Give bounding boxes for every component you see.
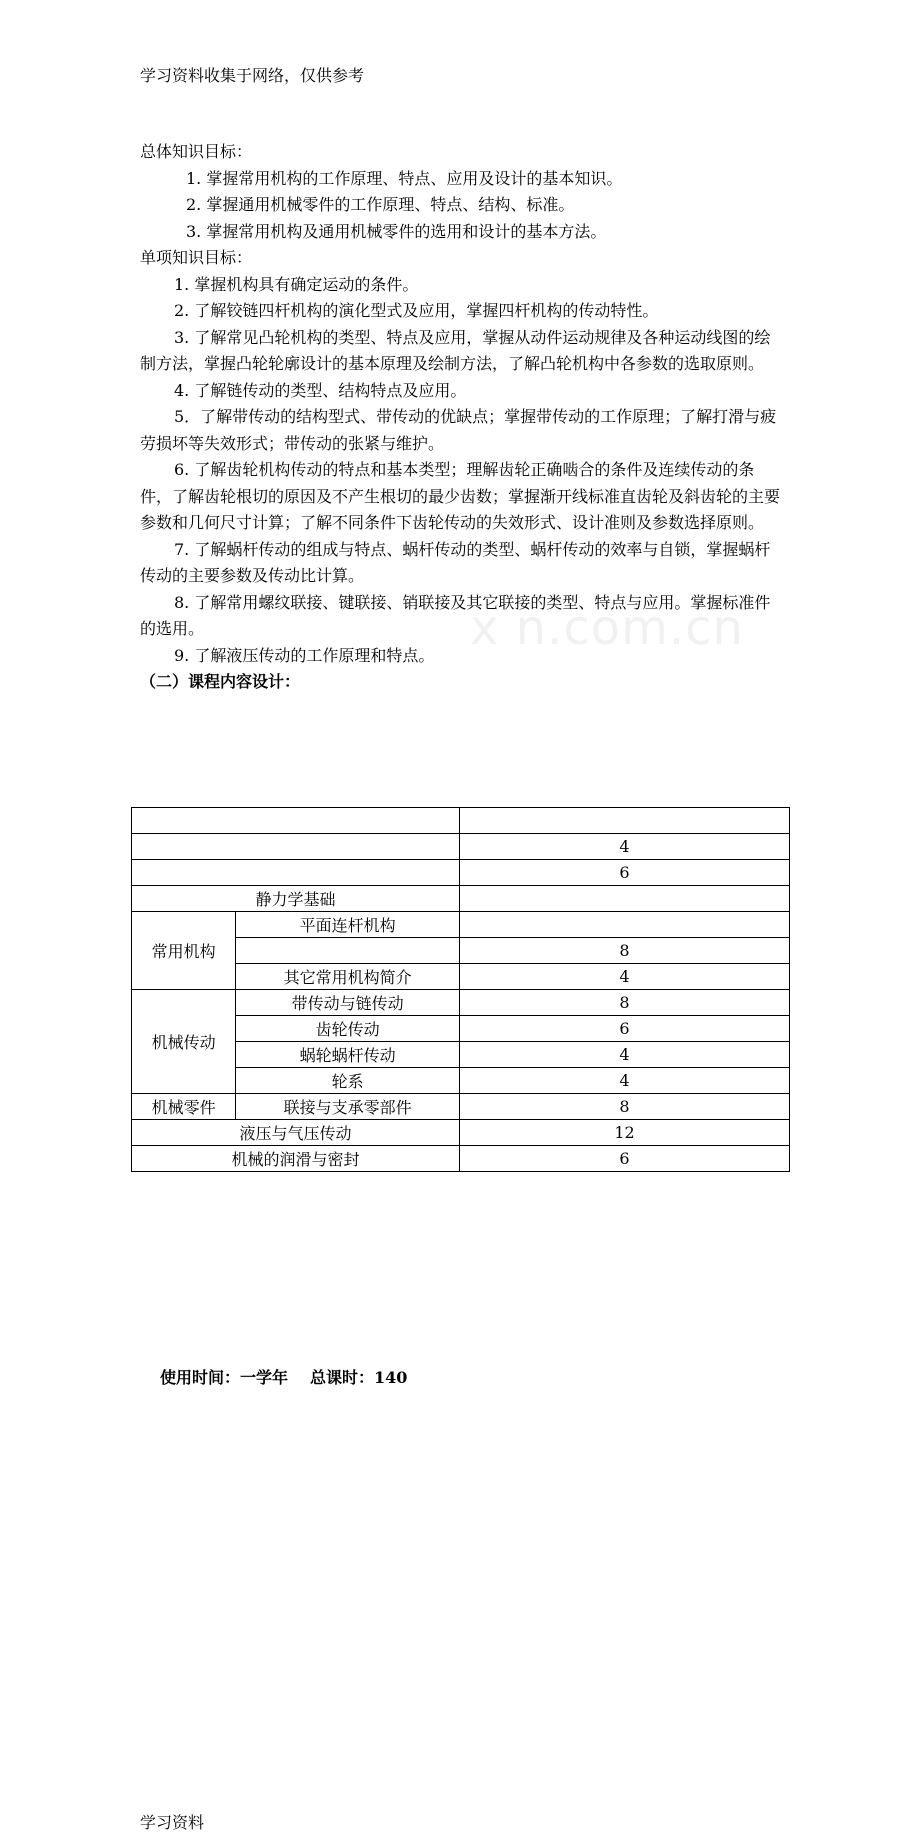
watermark: x n.com.cn <box>470 600 744 656</box>
total-hours: 总课时：140 <box>310 1367 408 1387</box>
table-row <box>132 834 790 860</box>
single-item: 5．了解带传动的结构型式、带传动的优缺点；掌握带传动的工作原理；了解打滑与疲劳损坏等失效形式；带传动的张紧与维护。 <box>140 407 777 453</box>
group-cell: 机械传动 <box>132 990 236 1094</box>
hours-cell <box>460 912 790 938</box>
single-item: 4. 了解链传动的类型、结构特点及应用。 <box>174 380 467 400</box>
item-cell: 带传动与链传动 <box>236 990 460 1016</box>
topic-cell: 静力学基础 <box>132 886 460 912</box>
hours-cell: 4 <box>460 834 790 860</box>
hours-cell: 12 <box>460 1120 790 1146</box>
table-row <box>132 808 790 834</box>
item-cell: 其它常用机构简介 <box>236 964 460 990</box>
hours-cell: 8 <box>460 938 790 964</box>
hours-cell: 4 <box>460 964 790 990</box>
group-cell: 常用机构 <box>132 912 236 990</box>
page-header: 学习资料收集于网络，仅供参考 <box>140 66 365 85</box>
overall-item: 3. 掌握常用机构及通用机械零件的选用和设计的基本方法。 <box>186 221 607 241</box>
single-heading: 单项知识目标： <box>140 248 253 267</box>
item-cell <box>236 938 460 964</box>
document-body <box>140 139 785 696</box>
group-cell: 机械零件 <box>132 1094 236 1120</box>
table-row <box>132 860 790 886</box>
single-item: 9. 了解液压传动的工作原理和特点。 <box>174 645 435 665</box>
item-cell: 联接与支承零部件 <box>236 1094 460 1120</box>
course-table <box>131 807 790 1172</box>
single-item: 3. 了解常见凸轮机构的类型、特点及应用，掌握从动件运动规律及各种运动线图的绘制方法，掌握凸轮轮廓设计的基本原理及绘制方法，了解凸轮机构中各参数的选取原则。 <box>140 327 771 373</box>
hours-cell: 8 <box>460 990 790 1016</box>
overall-item: 1. 掌握常用机构的工作原理、特点、应用及设计的基本知识。 <box>186 168 623 188</box>
table-row <box>132 1094 790 1120</box>
table-row <box>132 886 790 912</box>
item-cell: 轮系 <box>236 1068 460 1094</box>
topic-cell: 机械的润滑与密封 <box>132 1146 460 1172</box>
item-cell: 平面连杆机构 <box>236 912 460 938</box>
hours-cell: 6 <box>460 1146 790 1172</box>
hours-cell: 8 <box>460 1094 790 1120</box>
topic-cell: 液压与气压传动 <box>132 1120 460 1146</box>
hours-cell <box>460 808 790 834</box>
hours-cell: 4 <box>460 1068 790 1094</box>
table-row <box>132 1146 790 1172</box>
single-item: 1. 掌握机构具有确定运动的条件。 <box>174 274 419 294</box>
usage-time: 使用时间：一学年 <box>160 1367 289 1387</box>
topic-cell <box>132 834 460 860</box>
topic-cell <box>132 860 460 886</box>
hours-cell: 4 <box>460 1042 790 1068</box>
table-row <box>132 912 790 938</box>
single-item: 7. 了解蜗杆传动的组成与特点、蜗杆传动的类型、蜗杆传动的效率与自锁，掌握蜗杆传动的主要参数及传动比计算。 <box>140 539 771 585</box>
section-heading: （二）课程内容设计： <box>140 672 301 691</box>
topic-cell <box>132 808 460 834</box>
page-footer: 学习资料 <box>140 1812 205 1832</box>
item-cell: 齿轮传动 <box>236 1016 460 1042</box>
hours-cell: 6 <box>460 1016 790 1042</box>
course-meta <box>160 1365 920 1388</box>
table-row <box>132 990 790 1016</box>
item-cell: 蜗轮蜗杆传动 <box>236 1042 460 1068</box>
single-item: 2. 了解铰链四杆机构的演化型式及应用，掌握四杆机构的传动特性。 <box>174 301 659 320</box>
overall-item: 2. 掌握通用机械零件的工作原理、特点、结构、标准。 <box>186 195 575 214</box>
overall-heading: 总体知识目标： <box>140 142 253 161</box>
single-item: 6. 了解齿轮机构传动的特点和基本类型；理解齿轮正确啮合的条件及连续传动的条件，了解齿轮根切的原因及不产生根切的最少齿数；掌握渐开线标准直齿轮及斜齿轮的主要参数和几何尺寸计算；了解不同条件下齿轮传动的失效形式、设计准则及参数选择原则。 <box>140 460 781 532</box>
hours-cell <box>460 886 790 912</box>
table-row <box>132 1120 790 1146</box>
single-item: 8. 了解常用螺纹联接、键联接、销联接及其它联接的类型、特点与应用。掌握标准件的选用。 <box>140 592 771 638</box>
hours-cell: 6 <box>460 860 790 886</box>
